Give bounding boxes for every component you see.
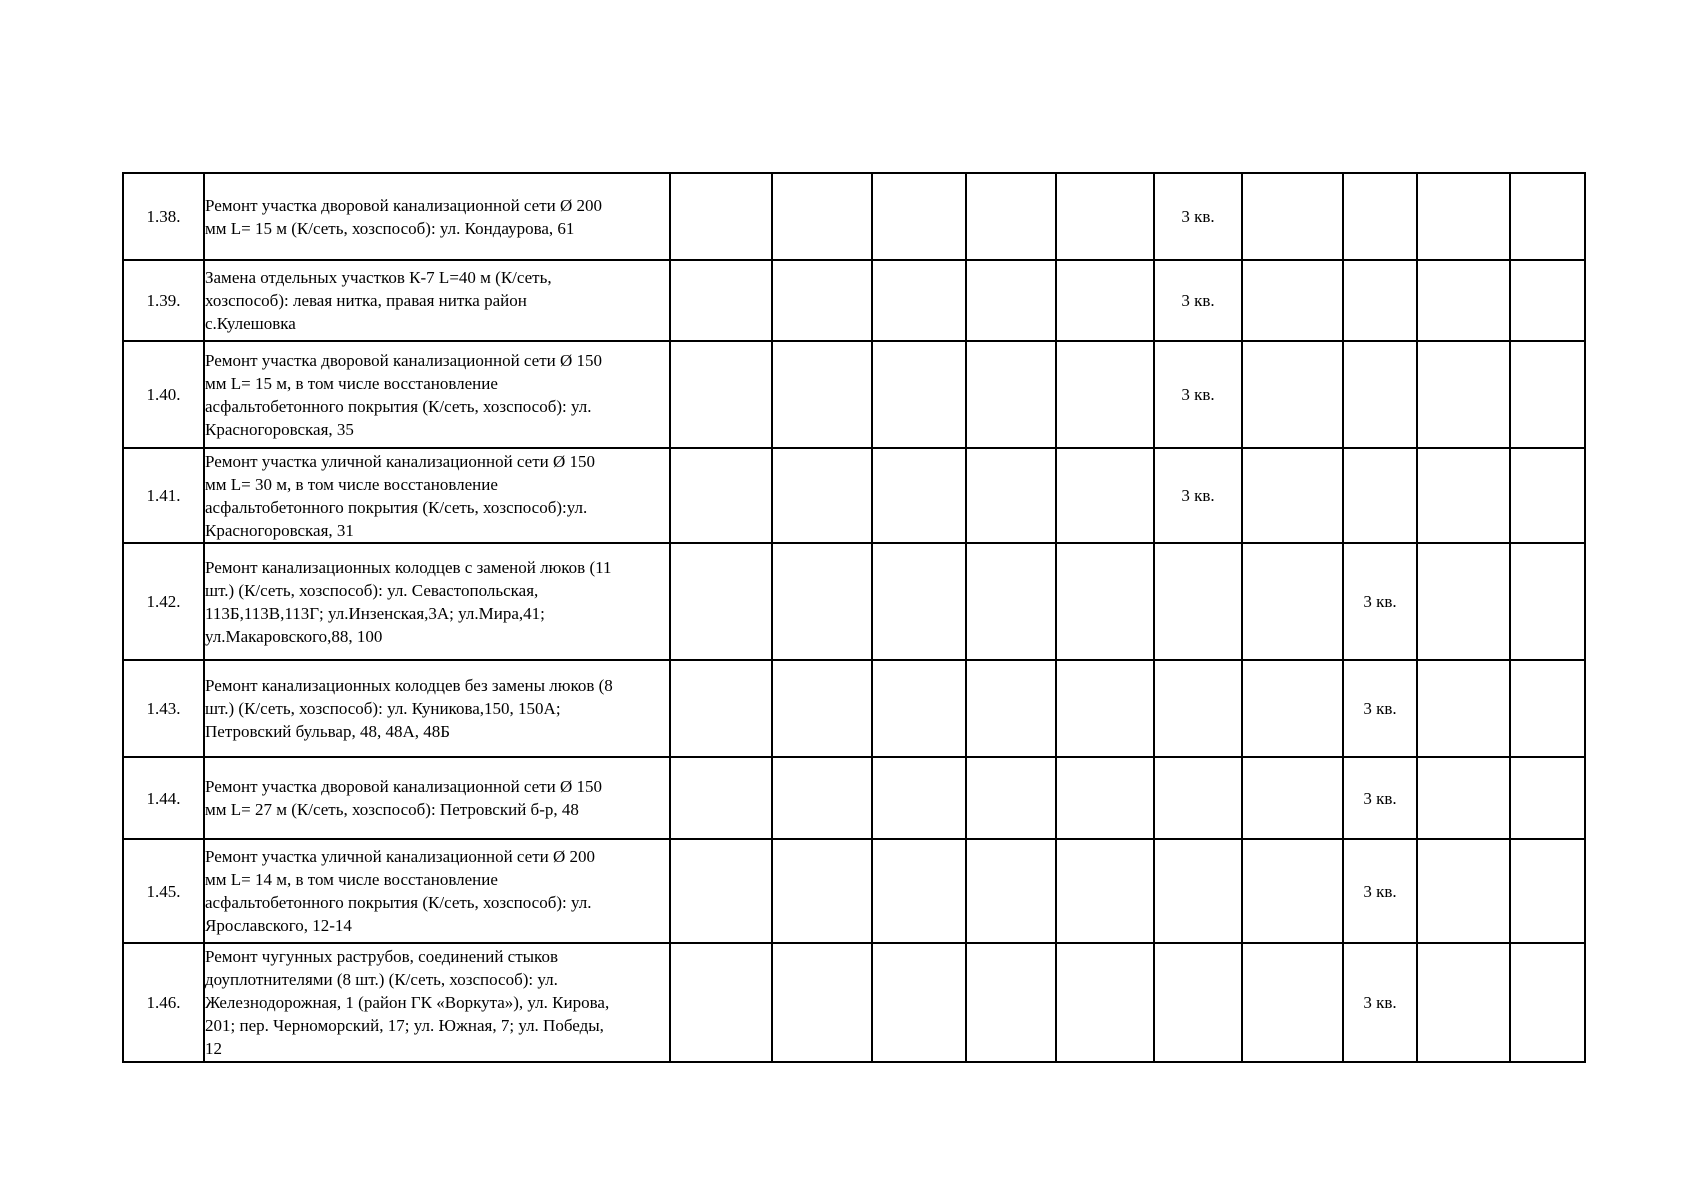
empty-cell (772, 173, 872, 260)
row-number: 1.43. (123, 660, 204, 757)
empty-cell (1417, 757, 1510, 839)
empty-cell (872, 341, 966, 448)
empty-cell (1056, 943, 1154, 1062)
empty-cell (670, 173, 772, 260)
empty-cell (670, 839, 772, 943)
empty-cell (1242, 943, 1343, 1062)
table-row (123, 757, 1585, 839)
empty-cell (966, 341, 1056, 448)
empty-cell (1154, 543, 1242, 660)
empty-cell (1343, 173, 1417, 260)
empty-cell (1242, 660, 1343, 757)
empty-cell (1242, 757, 1343, 839)
table-row (123, 660, 1585, 757)
quarter-cell: 3 кв. (1343, 757, 1417, 839)
quarter-cell: 3 кв. (1154, 448, 1242, 543)
empty-cell (1417, 260, 1510, 341)
empty-cell (772, 943, 872, 1062)
empty-cell (966, 543, 1056, 660)
empty-cell (1417, 660, 1510, 757)
empty-cell (670, 448, 772, 543)
empty-cell (1510, 448, 1585, 543)
empty-cell (966, 173, 1056, 260)
row-number: 1.46. (123, 943, 204, 1062)
empty-cell (872, 543, 966, 660)
quarter-cell: 3 кв. (1343, 839, 1417, 943)
empty-cell (670, 543, 772, 660)
empty-cell (1056, 448, 1154, 543)
row-number: 1.41. (123, 448, 204, 543)
empty-cell (1056, 543, 1154, 660)
empty-cell (1417, 943, 1510, 1062)
empty-cell (1056, 173, 1154, 260)
work-description: Ремонт участка дворовой канализационной сети Ø 200 мм L= 15 м (К/сеть, хозспособ): ул. Кондаурова, 61 (204, 173, 670, 260)
empty-cell (1056, 341, 1154, 448)
work-description: Ремонт канализационных колодцев без замены люков (8 шт.) (К/сеть, хозспособ): ул. Куникова,150, 150А; Петровский бульвар, 48, 48А, 48Б (204, 660, 670, 757)
table-row (123, 448, 1585, 543)
empty-cell (1242, 543, 1343, 660)
empty-cell (1154, 757, 1242, 839)
empty-cell (1154, 943, 1242, 1062)
row-number: 1.42. (123, 543, 204, 660)
empty-cell (1242, 173, 1343, 260)
empty-cell (1056, 757, 1154, 839)
work-description: Ремонт участка уличной канализационной сети Ø 200 мм L= 14 м, в том числе восстановление асфальтобетонного покрытия (К/сеть, хозспособ): ул. Ярославского, 12-14 (204, 839, 670, 943)
empty-cell (772, 341, 872, 448)
table-row (123, 260, 1585, 341)
empty-cell (966, 660, 1056, 757)
table-row (123, 543, 1585, 660)
empty-cell (1242, 839, 1343, 943)
empty-cell (1154, 660, 1242, 757)
table-body (123, 173, 1585, 1062)
empty-cell (772, 839, 872, 943)
work-description: Ремонт участка дворовой канализационной сети Ø 150 мм L= 27 м (К/сеть, хозспособ): Петровский б-р, 48 (204, 757, 670, 839)
empty-cell (872, 839, 966, 943)
quarter-cell: 3 кв. (1343, 543, 1417, 660)
quarter-cell: 3 кв. (1154, 260, 1242, 341)
empty-cell (1510, 543, 1585, 660)
empty-cell (772, 757, 872, 839)
empty-cell (872, 757, 966, 839)
row-number: 1.45. (123, 839, 204, 943)
empty-cell (1242, 260, 1343, 341)
empty-cell (966, 757, 1056, 839)
empty-cell (966, 448, 1056, 543)
empty-cell (1056, 839, 1154, 943)
empty-cell (872, 448, 966, 543)
empty-cell (772, 543, 872, 660)
empty-cell (1417, 839, 1510, 943)
work-description: Ремонт участка дворовой канализационной сети Ø 150 мм L= 15 м, в том числе восстановление асфальтобетонного покрытия (К/сеть, хозспособ): ул. Красногоровская, 35 (204, 341, 670, 448)
empty-cell (772, 448, 872, 543)
empty-cell (772, 260, 872, 341)
empty-cell (872, 260, 966, 341)
quarter-cell: 3 кв. (1343, 943, 1417, 1062)
empty-cell (872, 660, 966, 757)
works-table (122, 172, 1586, 1063)
quarter-cell: 3 кв. (1154, 341, 1242, 448)
empty-cell (1510, 943, 1585, 1062)
empty-cell (1417, 448, 1510, 543)
work-description: Ремонт канализационных колодцев с заменой люков (11 шт.) (К/сеть, хозспособ): ул. Севастопольская, 113Б,113В,113Г; ул.Инзенская,3А; ул.Мира,41; ул.Макаровского,88, 100 (204, 543, 670, 660)
empty-cell (1417, 341, 1510, 448)
empty-cell (1510, 839, 1585, 943)
table-row (123, 943, 1585, 1062)
empty-cell (966, 260, 1056, 341)
empty-cell (966, 943, 1056, 1062)
table-row (123, 341, 1585, 448)
empty-cell (1510, 660, 1585, 757)
empty-cell (1510, 341, 1585, 448)
empty-cell (1343, 341, 1417, 448)
empty-cell (1242, 341, 1343, 448)
row-number: 1.38. (123, 173, 204, 260)
empty-cell (872, 173, 966, 260)
empty-cell (1154, 839, 1242, 943)
quarter-cell: 3 кв. (1154, 173, 1242, 260)
empty-cell (1056, 260, 1154, 341)
empty-cell (670, 260, 772, 341)
row-number: 1.44. (123, 757, 204, 839)
empty-cell (872, 943, 966, 1062)
empty-cell (1417, 543, 1510, 660)
empty-cell (670, 660, 772, 757)
empty-cell (1510, 757, 1585, 839)
quarter-cell: 3 кв. (1343, 660, 1417, 757)
work-description: Замена отдельных участков К-7 L=40 м (К/сеть, хозспособ): левая нитка, правая нитка район с.Кулешовка (204, 260, 670, 341)
row-number: 1.40. (123, 341, 204, 448)
empty-cell (772, 660, 872, 757)
work-description: Ремонт чугунных раструбов, соединений стыков доуплотнителями (8 шт.) (К/сеть, хозспособ): ул. Железнодорожная, 1 (район ГК «Воркута»), ул. Кирова, 201; пер. Черноморский, 17; ул. Южная, 7; ул. Победы, 12 (204, 943, 670, 1062)
empty-cell (1343, 260, 1417, 341)
row-number: 1.39. (123, 260, 204, 341)
empty-cell (1056, 660, 1154, 757)
empty-cell (670, 943, 772, 1062)
table-row (123, 839, 1585, 943)
table-row (123, 173, 1585, 260)
empty-cell (966, 839, 1056, 943)
empty-cell (1510, 260, 1585, 341)
empty-cell (670, 341, 772, 448)
empty-cell (1417, 173, 1510, 260)
work-description: Ремонт участка уличной канализационной сети Ø 150 мм L= 30 м, в том числе восстановление асфальтобетонного покрытия (К/сеть, хозспособ):ул. Красногоровская, 31 (204, 448, 670, 543)
empty-cell (1343, 448, 1417, 543)
empty-cell (670, 757, 772, 839)
empty-cell (1510, 173, 1585, 260)
empty-cell (1242, 448, 1343, 543)
